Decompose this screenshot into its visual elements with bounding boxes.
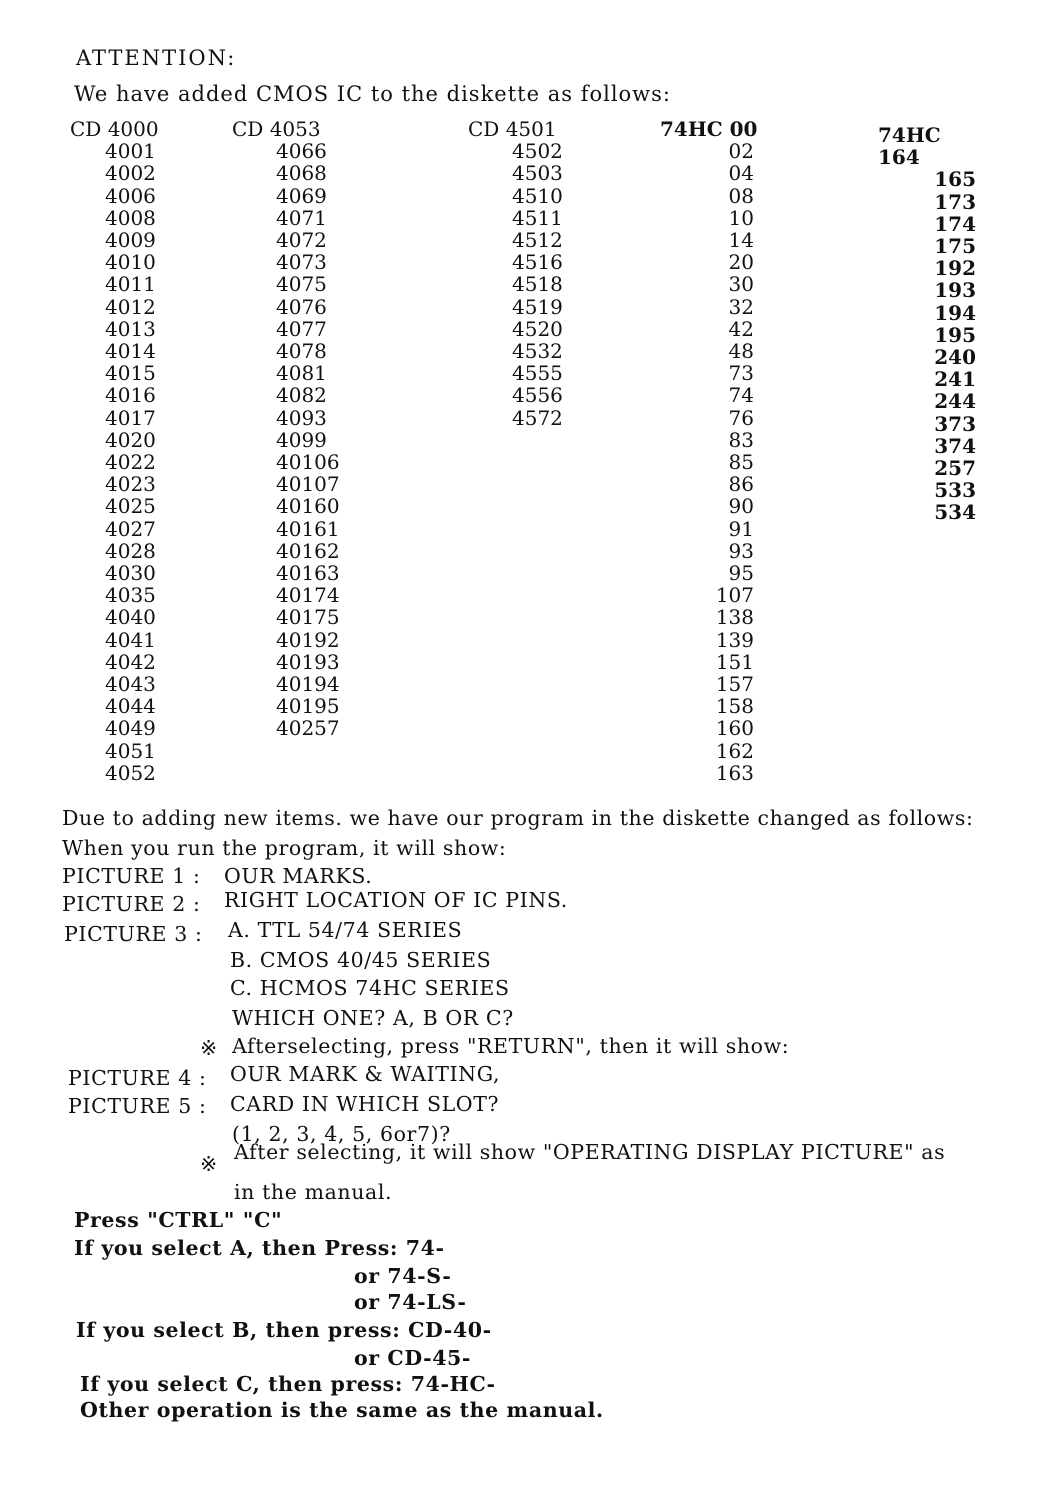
picture-2-text: RIGHT LOCATION OF IC PINS. <box>224 888 568 912</box>
ic-number: 42 <box>728 316 754 341</box>
ic-number: 165 <box>934 167 976 192</box>
ic-number: 40163 <box>276 561 340 586</box>
ic-number: 4093 <box>276 405 327 430</box>
ic-number: 4035 <box>105 583 156 608</box>
picture-4-label: PICTURE 4 : <box>68 1066 207 1090</box>
ic-number: 4556 <box>512 383 563 408</box>
run-note: When you run the program, it will show: <box>62 836 507 860</box>
ic-number: 4022 <box>105 450 156 475</box>
picture-5-options: (1, 2, 3, 4, 5, 6or7)? <box>232 1122 451 1146</box>
ic-number: 4068 <box>276 161 327 186</box>
ic-number: 174 <box>934 211 976 236</box>
ic-number: 4001 <box>105 139 156 164</box>
ic-number: 4081 <box>276 361 327 386</box>
ic-number: 534 <box>934 500 976 525</box>
column-74hc-a <box>660 118 760 784</box>
ic-number: 4043 <box>105 672 156 697</box>
ctrl-c-instruction: Press "CTRL" "C" <box>74 1208 283 1232</box>
ic-number: 158 <box>715 694 754 719</box>
ic-number: 160 <box>715 716 754 741</box>
picture-3-option-c: C. HCMOS 74HC SERIES <box>230 976 510 1000</box>
ic-number: 4512 <box>512 228 563 253</box>
ic-number: 4516 <box>512 250 563 275</box>
ic-number: 4503 <box>512 161 563 186</box>
ic-number: 08 <box>728 183 754 208</box>
ic-number: 93 <box>728 538 754 563</box>
ic-number: 533 <box>934 478 976 503</box>
ic-number: 4049 <box>105 716 156 741</box>
picture-2-label: PICTURE 2 : <box>62 892 201 916</box>
ic-number: 4025 <box>105 494 156 519</box>
ic-number: 91 <box>728 516 754 541</box>
ic-number: 4011 <box>105 272 156 297</box>
ic-number: 86 <box>728 472 754 497</box>
ic-number: 76 <box>728 405 754 430</box>
reference-mark-icon: ※ <box>200 1036 218 1060</box>
ic-number: 244 <box>934 389 976 414</box>
ic-number: 241 <box>934 367 976 392</box>
select-c-instruction: If you select C, then press: 74-HC- <box>80 1372 496 1396</box>
ic-number: 40194 <box>276 672 340 697</box>
ic-number: 40257 <box>276 716 340 741</box>
ic-number: 4069 <box>276 183 327 208</box>
ic-number: 4016 <box>105 383 156 408</box>
ic-number: 40175 <box>276 605 340 630</box>
ic-number: 4015 <box>105 361 156 386</box>
ic-number: 4006 <box>105 183 156 208</box>
ic-number: 4027 <box>105 516 156 541</box>
ic-number: 173 <box>934 189 976 214</box>
ic-number: 4014 <box>105 339 156 364</box>
ic-number: 4030 <box>105 561 156 586</box>
other-operation-note: Other operation is the same as the manual. <box>80 1398 604 1422</box>
ic-number: 4555 <box>512 361 563 386</box>
ic-number: 4017 <box>105 405 156 430</box>
select-b-or-45: or CD-45- <box>354 1346 472 1370</box>
ic-number: 95 <box>728 561 754 586</box>
column-header: CD 4053 <box>232 117 321 141</box>
column-cd45 <box>468 118 563 429</box>
ic-number: 4502 <box>512 139 563 164</box>
picture-1-label: PICTURE 1 : <box>62 864 201 888</box>
column-header: CD 4501 <box>468 117 557 141</box>
ic-number: 138 <box>715 605 754 630</box>
operating-note: After selecting, it will show "OPERATING DISPLAY PICTURE" as <box>234 1140 946 1164</box>
ic-number: 14 <box>728 228 754 253</box>
picture-1-text: OUR MARKS. <box>224 864 373 888</box>
ic-number: 107 <box>715 583 754 608</box>
ic-number: 139 <box>715 627 754 652</box>
select-note: Afterselecting, press "RETURN", then it will show: <box>232 1034 790 1058</box>
ic-number: 4012 <box>105 294 156 319</box>
ic-number: 73 <box>728 361 754 386</box>
ic-number: 257 <box>934 456 976 481</box>
change-note: Due to adding new items. we have our program in the diskette changed as follows: <box>62 806 974 830</box>
picture-4-text: OUR MARK & WAITING, <box>230 1062 501 1086</box>
ic-number: 4040 <box>105 605 156 630</box>
ic-number: 40192 <box>276 627 340 652</box>
column-cd40-b <box>232 118 340 740</box>
ic-number: 40193 <box>276 649 340 674</box>
select-a-or-s: or 74-S- <box>354 1264 452 1288</box>
column-header: CD 4000 <box>70 117 159 141</box>
picture-3-option-b: B. CMOS 40/45 SERIES <box>230 948 492 972</box>
ic-number: 40106 <box>276 450 340 475</box>
operating-note-continued: in the manual. <box>234 1180 393 1204</box>
intro-line: We have added CMOS IC to the diskette as follows: <box>74 82 672 106</box>
ic-number: 85 <box>728 450 754 475</box>
ic-number: 4041 <box>105 627 156 652</box>
ic-number: 30 <box>728 272 754 297</box>
ic-number: 4009 <box>105 228 156 253</box>
picture-3-label: PICTURE 3 : <box>64 922 203 946</box>
ic-number: 151 <box>715 649 754 674</box>
ic-number: 4082 <box>276 383 327 408</box>
ic-number: 40195 <box>276 694 340 719</box>
select-a-or-ls: or 74-LS- <box>354 1290 467 1314</box>
ic-number: 40161 <box>276 516 340 541</box>
ic-number: 4073 <box>276 250 327 275</box>
ic-number: 162 <box>715 738 754 763</box>
ic-number: 157 <box>715 672 754 697</box>
ic-number: 10 <box>728 205 754 230</box>
column-header: 74HC 00 <box>660 117 758 141</box>
ic-number: 373 <box>934 411 976 436</box>
ic-number: 4510 <box>512 183 563 208</box>
ic-number: 4013 <box>105 316 156 341</box>
ic-number: 40107 <box>276 472 340 497</box>
ic-number: 4051 <box>105 738 156 763</box>
column-74hc-b <box>878 124 988 524</box>
ic-number: 192 <box>934 256 976 281</box>
ic-number: 74 <box>728 383 754 408</box>
ic-number: 40162 <box>276 538 340 563</box>
ic-number: 4077 <box>276 316 327 341</box>
ic-number: 4572 <box>512 405 563 430</box>
ic-number: 4078 <box>276 339 327 364</box>
ic-number: 40174 <box>276 583 340 608</box>
ic-number: 4010 <box>105 250 156 275</box>
picture-3-question: WHICH ONE? A, B OR C? <box>232 1006 514 1030</box>
ic-number: 4099 <box>276 427 327 452</box>
ic-number: 90 <box>728 494 754 519</box>
reference-mark-icon: ※ <box>200 1152 218 1176</box>
ic-number: 175 <box>934 234 976 259</box>
picture-5-text: CARD IN WHICH SLOT? <box>230 1092 500 1116</box>
ic-number: 4519 <box>512 294 563 319</box>
ic-number: 4023 <box>105 472 156 497</box>
ic-number: 40160 <box>276 494 340 519</box>
column-cd40-a <box>70 118 159 784</box>
ic-number: 32 <box>728 294 754 319</box>
select-b-instruction: If you select B, then press: CD-40- <box>76 1318 492 1342</box>
ic-number: 4072 <box>276 228 327 253</box>
ic-number: 4071 <box>276 205 327 230</box>
ic-number: 240 <box>934 345 976 370</box>
ic-number: 02 <box>728 139 754 164</box>
ic-number: 83 <box>728 427 754 452</box>
attention-heading: ATTENTION: <box>76 46 237 70</box>
ic-number: 4076 <box>276 294 327 319</box>
picture-5-label: PICTURE 5 : <box>68 1094 207 1118</box>
ic-number: 4520 <box>512 316 563 341</box>
ic-number: 4066 <box>276 139 327 164</box>
ic-number: 195 <box>934 322 976 347</box>
ic-number: 163 <box>715 760 754 785</box>
ic-number: 48 <box>728 339 754 364</box>
ic-number: 4002 <box>105 161 156 186</box>
ic-number: 4052 <box>105 760 156 785</box>
ic-number: 4532 <box>512 339 563 364</box>
ic-number: 374 <box>934 433 976 458</box>
ic-number: 194 <box>934 300 976 325</box>
ic-number: 4008 <box>105 205 156 230</box>
ic-number: 4518 <box>512 272 563 297</box>
ic-number: 193 <box>934 278 976 303</box>
column-header: 74HC 164 <box>878 123 941 170</box>
ic-number: 4028 <box>105 538 156 563</box>
ic-number: 4075 <box>276 272 327 297</box>
ic-number: 4511 <box>512 205 563 230</box>
ic-number: 04 <box>728 161 754 186</box>
ic-number: 4044 <box>105 694 156 719</box>
ic-number: 4042 <box>105 649 156 674</box>
select-a-instruction: If you select A, then Press: 74- <box>74 1236 445 1260</box>
picture-3-option-a: A. TTL 54/74 SERIES <box>228 918 463 942</box>
ic-number: 20 <box>728 250 754 275</box>
ic-number: 4020 <box>105 427 156 452</box>
